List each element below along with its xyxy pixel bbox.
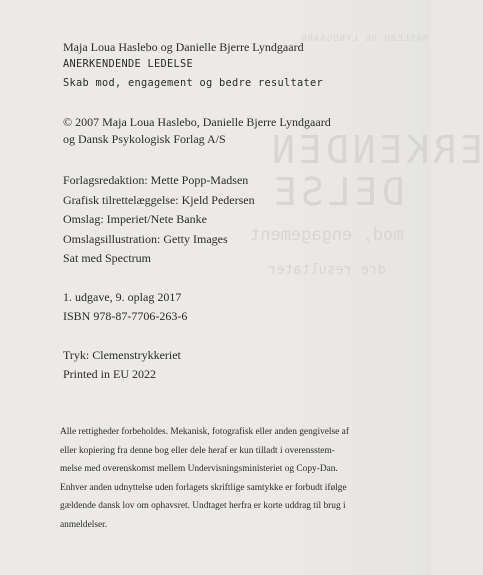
- edition-line: 1. udgave, 9. oplag 2017: [63, 290, 182, 304]
- credit-editor: Forlagsredaktion: Mette Popp-Madsen: [63, 173, 249, 187]
- rights-line: gældende dansk lov om ophavsret. Undtaget herfra er korte uddrag til brug i: [60, 501, 346, 512]
- edition-info: [63, 288, 187, 326]
- credit-typeface: Sat med Spectrum: [63, 251, 151, 265]
- credits-list: [63, 171, 255, 269]
- show-through-subtitle-1: mod, engagement: [250, 225, 404, 245]
- rights-line: Alle rettigheder forbeholdes. Mekanisk, fotografisk eller anden gengivelse af: [60, 427, 349, 437]
- copyright-notice: [63, 114, 331, 148]
- credit-cover: Omslag: Imperiet/Nete Banke: [63, 212, 207, 226]
- show-through-title-2: DELSE: [270, 170, 405, 214]
- rights-notice: [60, 423, 365, 535]
- copyright-line-1: © 2007 Maja Loua Haslebo, Danielle Bjerre Lyndgaard: [63, 115, 331, 129]
- credit-cover-illustration: Omslagsillustration: Getty Images: [63, 231, 228, 246]
- rights-line: anmeldelser.: [60, 519, 108, 530]
- show-through-subtitle-2: dre resultater: [268, 262, 387, 278]
- copyright-line-2: og Dansk Psykologisk Forlag A/S: [63, 132, 226, 146]
- rights-line: melse med overenskomst mellem Undervisningsministeriet og Copy-Dan.: [60, 464, 338, 475]
- show-through-title-1: ERKENDEN: [268, 128, 483, 172]
- printed-in: Printed in EU 2022: [63, 367, 156, 381]
- show-through-author: HASLEBO OG LYNDGAARD: [300, 34, 429, 44]
- authors: Maja Loua Haslebo og Danielle Bjerre Lyndgaard: [63, 40, 304, 54]
- isbn: ISBN 978-87-7706-263-6: [63, 309, 188, 323]
- credit-design: Grafisk tilrettelæggelse: Kjeld Pedersen: [63, 192, 255, 207]
- rights-line: Enhver anden udnyttelse uden forlagets skriftlige samtykke er forbudt ifølge: [60, 482, 347, 493]
- book-subtitle: Skab mod, engagement og bedre resultater: [63, 77, 323, 89]
- print-info: [63, 346, 181, 384]
- book-title: ANERKENDENDE LEDELSE: [63, 58, 193, 70]
- printer: Tryk: Clemenstrykkeriet: [63, 348, 181, 362]
- rights-line: eller kopiering fra denne bog eller dele heraf er kun tilladt i overensstem-: [60, 445, 335, 456]
